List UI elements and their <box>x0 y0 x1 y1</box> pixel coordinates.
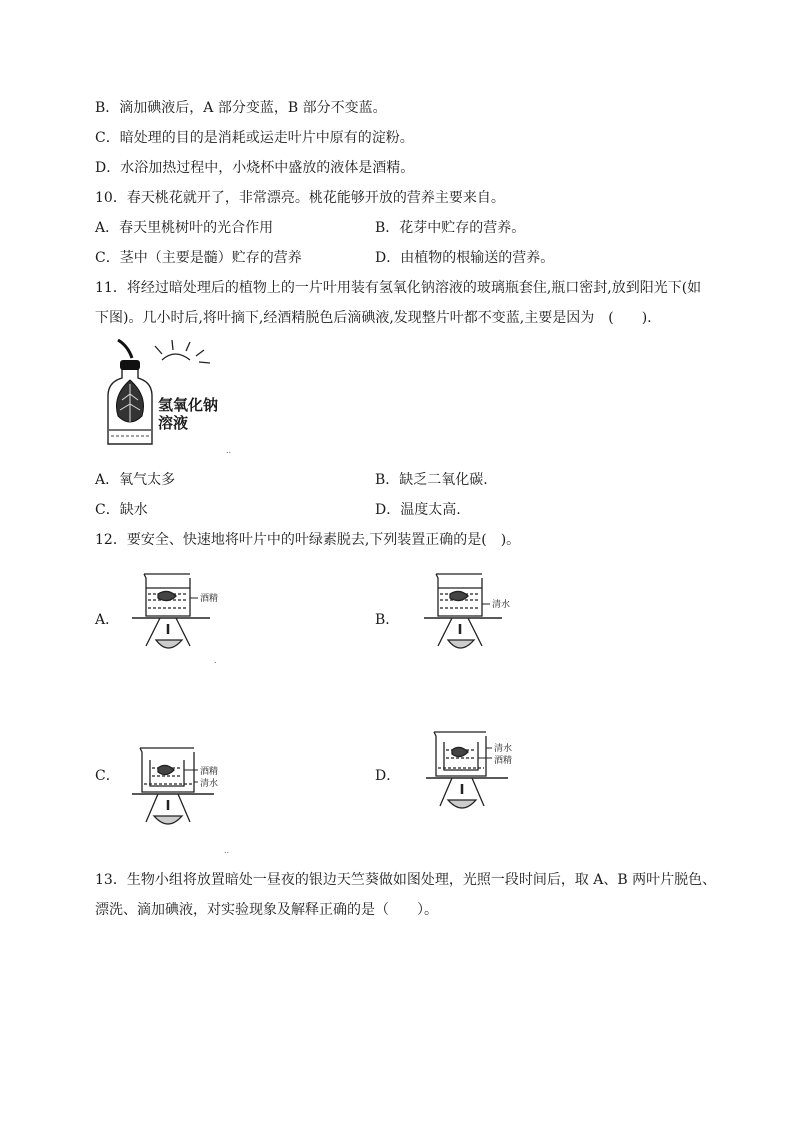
q10-stem: 10．春天桃花就开了，非常漂亮。桃花能够开放的营养主要来自。 <box>95 190 505 206</box>
q11-figure-label-line2: 溶液 <box>158 414 189 432</box>
q9-option-c: C．暗处理的目的是消耗或运走叶片中原有的淀粉。 <box>95 130 414 146</box>
q9-option-b: B．滴加碘液后，A 部分变蓝，B 部分不变蓝。 <box>95 100 387 116</box>
q13-stem-line1: 13．生物小组将放置暗处一昼夜的银边天竺葵做如图处理，光照一段时间后，取 A、B 两叶片脱色、 <box>95 872 717 888</box>
q12-option-a-letter: A． <box>95 612 120 628</box>
q12-b-label: 清水 <box>492 600 511 610</box>
q12-c-label-bottom: 清水 <box>200 779 219 789</box>
q12-apparatus-d <box>420 724 540 816</box>
q10-option-b: B．花芽中贮存的营养。 <box>375 220 526 236</box>
q11-stem-line1: 11．将经过暗处理后的植物上的一片叶用装有氢氧化钠溶液的玻璃瓶套住,瓶口密封,放到阳光下(如 <box>95 280 702 296</box>
q10-option-a: A．春天里桃树叶的光合作用 <box>95 220 274 236</box>
q11-option-b: B．缺乏二氧化碳. <box>375 472 488 488</box>
q11-option-a: A．氧气太多 <box>95 472 176 488</box>
scan-mark: . <box>214 656 217 665</box>
q12-a-label: 酒精 <box>200 594 219 604</box>
q10-option-c: C．茎中（主要是髓）贮存的营养 <box>95 250 302 266</box>
q11-figure-label-line1: 氢氧化钠 <box>158 396 219 414</box>
q9-option-d: D．水浴加热过程中，小烧杯中盛放的液体是酒精。 <box>95 160 415 176</box>
q11-figure-bottle <box>100 338 240 456</box>
q12-d-label-top: 清水 <box>494 744 513 754</box>
q11-option-c: C．缺水 <box>95 502 148 518</box>
q12-apparatus-a <box>130 570 240 660</box>
q10-option-d: D．由植物的根输送的营养。 <box>375 250 555 266</box>
scan-mark: .. <box>226 446 232 455</box>
q12-option-b-letter: B． <box>375 612 400 628</box>
q12-d-label-bottom: 酒精 <box>494 756 513 766</box>
q12-stem: 12．要安全、快速地将叶片中的叶绿素脱去,下列装置正确的是( )。 <box>95 532 521 548</box>
q12-apparatus-c <box>130 740 240 832</box>
q12-option-c-letter: C． <box>95 768 120 784</box>
q11-option-d: D．温度太高. <box>375 502 461 518</box>
q11-stem-line2: 下图)。几小时后,将叶摘下,经酒精脱色后滴碘液,发现整片叶都不变蓝,主要是因为 ( ). <box>95 310 652 326</box>
q12-apparatus-b <box>412 570 522 660</box>
q12-c-label-top: 酒精 <box>200 767 219 777</box>
q13-stem-line2: 漂洗、滴加碘液，对实验现象及解释正确的是（ ）。 <box>95 902 438 918</box>
sun-icon <box>155 340 210 363</box>
q12-option-d-letter: D． <box>375 768 401 784</box>
scan-mark: .. <box>224 846 230 855</box>
